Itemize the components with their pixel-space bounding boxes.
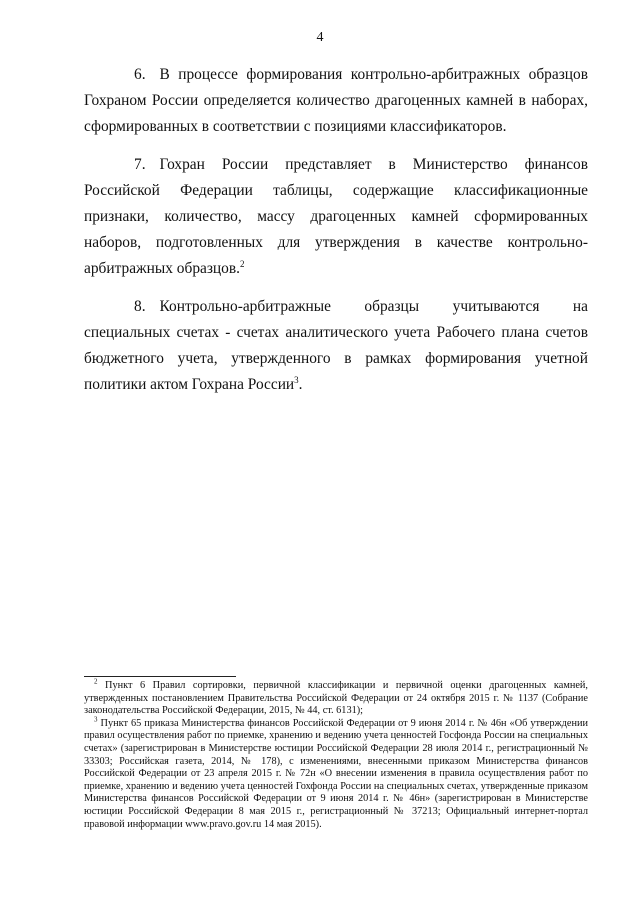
footnotes [84, 677, 589, 831]
footnote-divider [84, 676, 236, 677]
footnote-ref[interactable]: 3 [294, 374, 299, 385]
paragraph-7 [84, 152, 588, 282]
paragraph-8 [84, 294, 588, 398]
paragraph-number: 7. [134, 156, 146, 173]
paragraph-6 [84, 62, 588, 140]
document-body [84, 62, 588, 410]
paragraph-text: Гохран России представляет в Министерство финансов Российской Федерации таблицы, содержащие классификационные признаки, количество, массу драгоценных камней сформированных наборов, подготовленных для утверждения в качестве контрольно-арбитражных образцов. [84, 156, 588, 277]
paragraph-text: В процессе формирования контрольно-арбитражных образцов Гохраном России определяется количество драгоценных камней в наборах, сформированных в соответствии с позициями классификаторов. [84, 66, 588, 135]
footnote-3 [84, 715, 588, 831]
paragraph-number: 8. [134, 298, 146, 315]
paragraph-number: 6. [134, 66, 146, 83]
footnote-text: Пункт 6 Правил сортировки, первичной классификации и первичной оценки драгоценных камней, утвержденных постановлением Правительства Российской Федерации от 24 октября 2015 г. № 1137 (Собрание законодательства Российской Федерации, 2015, № 44, ст. 6131); [84, 680, 589, 717]
footnote-mark: 2 [94, 677, 98, 686]
paragraph-text: Контрольно-арбитражные образцы учитываются на специальных счетах - счетах аналитического учета Рабочего плана счетов бюджетного учета, утвержденного в рамках формирования учетной политики актом Гохрана России [84, 298, 588, 393]
footnote-2 [84, 677, 589, 718]
footnote-text: Пункт 65 приказа Министерства финансов Российской Федерации от 9 июня 2014 г. № 46н «Об утверждении правил осуществления работ по приемке, хранению и ведению учета ценностей Госфонда России на специальных счетах» (зарегистрирован в Министерстве юстиции Российской Федерации 28 июля 2014 г., регистрационный № 33303; Российская газета, 2014, № 178), с изменениями, внесенными приказом Министерства финансов Российской Федерации от 23 апреля 2015 г. № 72н «О внесении изменения в правила осуществления работ по приемке, хранению и ведению учета ценностей Гохфонда России на специальных счетах, утвержденные приказом Министерства финансов Российской Федерации от 9 июня 2014 г. № 46н» (зарегистрирован в Министерстве юстиции Российской Федерации 8 мая 2015 г., регистрационный № 37213; Официальный интернет-портал правовой информации www.pravo.gov.ru 14 мая 2015). [84, 717, 588, 830]
footnote-mark: 3 [94, 715, 98, 724]
paragraph-tail: . [298, 376, 303, 393]
footnote-ref[interactable]: 2 [239, 258, 245, 269]
page-number: 4 [316, 30, 324, 45]
